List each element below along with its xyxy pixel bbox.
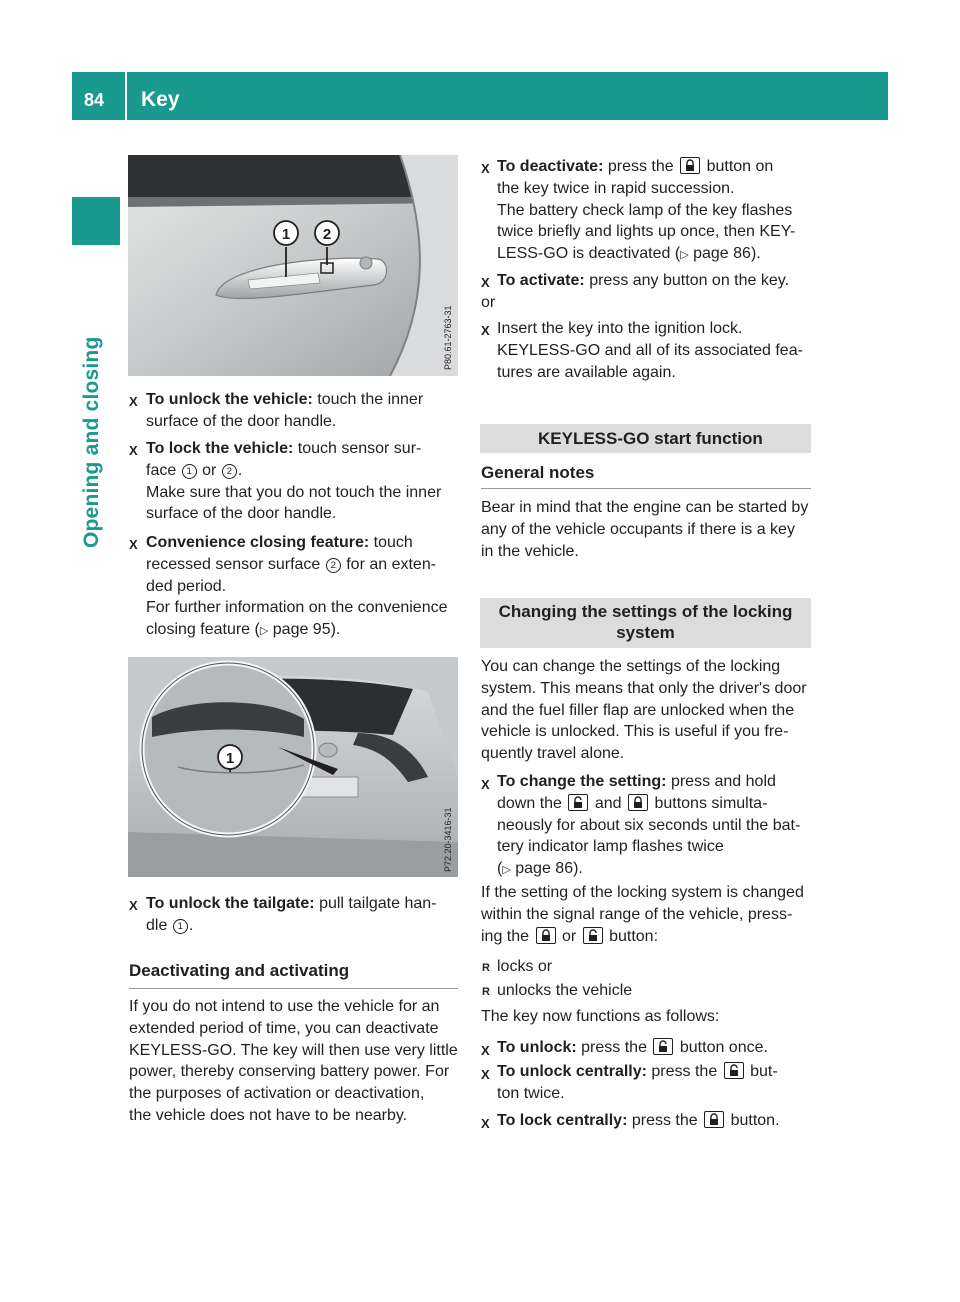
unlock-vehicle-step	[146, 389, 486, 433]
section-rule	[129, 988, 458, 989]
step-text: press the	[581, 1039, 647, 1056]
step-text: press the	[607, 158, 674, 175]
step-label: To unlock the tailgate:	[146, 895, 315, 912]
step-text: touch	[373, 534, 413, 551]
note-text: For further information on the convenience	[146, 599, 448, 617]
step-text: face	[146, 461, 177, 479]
arrow-marker: X	[481, 1116, 490, 1131]
step-label: To unlock the vehicle:	[146, 391, 313, 408]
general-notes-heading: General notes	[481, 463, 595, 482]
step-text: button.	[730, 1112, 780, 1129]
lock-centrally-step	[497, 1110, 817, 1132]
step-label: To unlock centrally:	[497, 1063, 647, 1080]
paragraph-line: If you do not intend to use the vehicle for an	[129, 998, 440, 1015]
header-bar	[72, 72, 888, 120]
step-text: recessed sensor surface	[146, 555, 321, 573]
step-text: press the	[631, 1112, 698, 1129]
step-text: surface of the door handle.	[146, 412, 337, 430]
arrow-marker: X	[481, 275, 490, 290]
step-text: pull tailgate han-	[319, 895, 437, 912]
insert-key-step	[497, 318, 817, 383]
step-label: To lock the vehicle:	[146, 440, 294, 457]
heading-text: system	[616, 623, 675, 642]
step-text: down the	[497, 794, 562, 812]
unlock-key-icon	[568, 794, 588, 811]
page-ref-link[interactable]: page 95).	[272, 621, 341, 639]
bullet-item: unlocks the vehicle	[497, 982, 633, 999]
page-ref-icon: ▷	[259, 625, 269, 638]
unlock-key-icon	[583, 927, 603, 944]
step-text: button once.	[679, 1039, 768, 1056]
step-label: To change the setting:	[497, 773, 667, 790]
paragraph-line: and the fuel filler flap are unlocked when the	[481, 701, 795, 719]
page-ref-link[interactable]: page 86).	[515, 860, 583, 878]
paragraph-line: You can change the settings of the locking	[481, 658, 781, 675]
paragraph-line: the purposes of activation or deactivation,	[129, 1085, 425, 1103]
step-text: press and hold	[670, 773, 776, 790]
paragraph-line: ing the	[481, 927, 530, 945]
step-text: The battery check lamp of the key flashes	[497, 201, 793, 219]
lock-key-icon	[680, 157, 700, 174]
bullet-item: locks or	[497, 958, 553, 975]
paragraph-line: quently travel alone.	[481, 745, 625, 763]
locking-settings-heading	[480, 598, 811, 648]
bullet-marker: R	[482, 962, 490, 974]
callout-ref-1: 1	[173, 919, 188, 934]
arrow-marker: X	[129, 394, 138, 409]
arrow-marker: X	[129, 443, 138, 458]
step-text: tery indicator lamp flashes twice	[497, 838, 724, 856]
callout-ref-1: 1	[182, 464, 197, 479]
callout-ref-2: 2	[222, 464, 237, 479]
note-text: Make sure that you do not touch the inner	[146, 483, 442, 501]
arrow-marker: X	[481, 323, 490, 338]
note-text: surface of the door handle.	[146, 505, 337, 523]
step-text: dle	[146, 916, 168, 934]
section-rule	[481, 488, 811, 489]
step-text: press the	[651, 1063, 718, 1080]
paragraph-line: in the vehicle.	[481, 542, 579, 560]
start-function-heading	[480, 424, 811, 453]
paragraph-line: If the setting of the locking system is changed	[481, 884, 804, 901]
page-ref-icon: ▷	[680, 249, 689, 262]
step-text: for an exten-	[346, 555, 437, 573]
step-label: Convenience closing feature:	[146, 534, 370, 551]
step-text: touch sensor sur-	[297, 440, 422, 457]
paragraph-line: any of the vehicle occupants if there is a key	[481, 520, 795, 538]
convenience-step	[146, 532, 486, 643]
arrow-marker: X	[129, 537, 138, 552]
page-ref-icon: ▷	[502, 864, 511, 877]
page-ref-link[interactable]: page 86).	[693, 245, 761, 263]
step-text: .	[188, 916, 194, 934]
figure1-callout-1: 1	[281, 226, 291, 243]
arrow-marker: X	[481, 1067, 490, 1082]
figure1-code: P80.61-2763-31	[443, 305, 453, 370]
unlock-centrally-step	[497, 1061, 817, 1105]
unlock-key-icon	[724, 1062, 744, 1079]
header-divider	[125, 72, 127, 120]
page-title: Key	[141, 88, 180, 111]
side-tab	[72, 197, 120, 245]
unlock-step	[497, 1037, 817, 1059]
paragraph-line: within the signal range of the vehicle, press-	[481, 905, 793, 923]
step-text: ded period.	[146, 577, 227, 595]
change-setting-step	[497, 771, 817, 882]
lock-key-icon	[704, 1111, 724, 1128]
step-text: (	[497, 860, 503, 878]
step-text: .	[237, 461, 243, 479]
heading-text: Changing the settings of the locking	[498, 602, 793, 621]
activate-step	[497, 270, 817, 292]
step-text: or	[202, 461, 217, 479]
paragraph-line: button:	[609, 927, 659, 945]
paragraph-line: the vehicle does not have to be nearby.	[129, 1106, 408, 1124]
note-text: closing feature (	[146, 621, 260, 639]
arrow-marker: X	[129, 898, 138, 913]
paragraph-line: vehicle is unlocked. This is useful if you fre-	[481, 723, 789, 741]
arrow-marker: X	[481, 1043, 490, 1058]
callout-ref-2: 2	[326, 558, 341, 573]
figure1-callout-2: 2	[322, 226, 332, 243]
step-label: To activate:	[497, 272, 585, 289]
step-text: twice briefly and lights up once, then KEY-	[497, 223, 796, 241]
general-notes-paragraph	[481, 497, 816, 562]
locking-settings-paragraph	[481, 656, 816, 765]
functions-text: The key now functions as follows:	[481, 1008, 720, 1025]
arrow-marker: X	[481, 777, 490, 792]
lock-vehicle-step	[146, 438, 486, 525]
step-text: the key twice in rapid succession.	[497, 179, 735, 197]
step-text: Insert the key into the ignition lock.	[497, 320, 743, 337]
step-text: press any button on the key.	[589, 272, 790, 289]
figure2-callout-1: 1	[225, 750, 235, 767]
side-section-label: Opening and closing	[80, 336, 103, 548]
step-label: To deactivate:	[497, 158, 604, 175]
paragraph-line: or	[561, 927, 577, 945]
paragraph-line: power, thereby conserving battery power. For	[129, 1063, 450, 1081]
door-handle-photo	[128, 155, 458, 376]
step-text: tures are available again.	[497, 363, 676, 381]
lock-key-icon	[628, 794, 648, 811]
deactivate-step	[497, 156, 817, 267]
deactivating-paragraph	[129, 996, 464, 1127]
step-text: KEYLESS-GO and all of its associated fea-	[497, 341, 803, 359]
paragraph-line: KEYLESS-GO. The key will then use very little	[129, 1041, 458, 1059]
bullet-marker: R	[482, 986, 490, 998]
page-number: 84	[84, 90, 105, 110]
heading-text: KEYLESS-GO start function	[538, 429, 763, 448]
step-text: LESS-GO is deactivated (	[497, 245, 681, 263]
arrow-marker: X	[481, 161, 490, 176]
paragraph-line: system. This means that only the driver's door	[481, 679, 807, 697]
step-text: ton twice.	[497, 1084, 565, 1102]
changed-setting-paragraph	[481, 882, 816, 947]
deactivating-heading: Deactivating and activating	[129, 961, 350, 980]
tailgate-photo	[128, 657, 458, 877]
paragraph-line: Bear in mind that the engine can be started by	[481, 499, 809, 516]
or-text: or	[481, 294, 496, 311]
step-label: To lock centrally:	[497, 1112, 628, 1129]
tailgate-step	[146, 893, 486, 937]
step-text: touch the inner	[317, 391, 424, 408]
paragraph-line: extended period of time, you can deactivate	[129, 1019, 439, 1037]
step-text: button on	[706, 158, 774, 175]
step-text: and	[594, 794, 622, 812]
lock-key-icon	[536, 927, 556, 944]
step-text: but-	[750, 1063, 778, 1080]
step-text: buttons simulta-	[654, 794, 768, 812]
unlock-key-icon	[653, 1038, 673, 1055]
figure2-code: P72.20-3416-31	[443, 807, 453, 872]
step-text: neously for about six seconds until the bat-	[497, 816, 801, 834]
step-label: To unlock:	[497, 1039, 577, 1056]
